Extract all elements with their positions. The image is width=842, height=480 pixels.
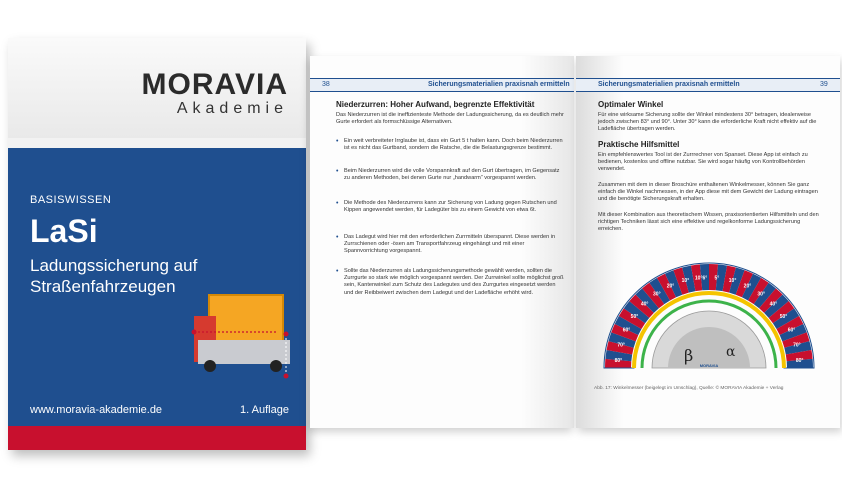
cover-title: LaSi bbox=[30, 213, 98, 249]
protractor-label: 10°6° bbox=[694, 275, 708, 282]
list-item: • Beim Niederzurren wird die volle Vorspannkraft auf den Gurt übertragen, im Gegensatz zu anderen Methoden, bei denen Gurte nur „handwarm“ vorgespannt werden. bbox=[336, 168, 560, 182]
bullet-icon: • bbox=[336, 234, 339, 241]
bullet-icon: • bbox=[336, 268, 339, 275]
protractor-label: 20° bbox=[666, 283, 675, 290]
protractor-label: 60° bbox=[622, 327, 631, 334]
lashing-lines-icon bbox=[186, 284, 296, 384]
protractor-label: 30° bbox=[653, 291, 661, 298]
cover-brand bbox=[142, 68, 288, 118]
protractor-label: 50° bbox=[630, 313, 639, 320]
list-item: • Sollte das Niederzurren als Ladungssicherungsmethode gewählt werden, sollten die Zurrgurte so stark wie möglich vorgespannt werden. Der Zurrwinkel sollte möglichst groß sein, Kantenwinkel zum Schutz des Ladegutes und des Zurrgurtes eingesetzt werden und der Reibbeiwert zwischen dem Ladegut und der Ladefläche erhöht wird. bbox=[336, 268, 564, 296]
cover-subtitle: Ladungssicherung auf Straßenfahrzeugen bbox=[30, 256, 198, 296]
protractor-label: 5° bbox=[714, 275, 720, 282]
protractor-label: 30° bbox=[757, 291, 765, 298]
beta-label: β bbox=[684, 346, 694, 365]
protractor-label: 10° bbox=[728, 278, 737, 285]
right-header-title: Sicherungsmaterialien praxisnah ermitteln bbox=[598, 81, 740, 88]
list-item: • Ein weit verbreiteter Irrglaube ist, dass ein Gurt 5 t halten kann. Doch beim Niederzurren ist es nicht das Gurtband, sondern die Ratsche, die die Belastungsgrenze bestimmt. bbox=[336, 138, 563, 152]
left-page-header bbox=[310, 78, 574, 92]
protractor-brand: MORAVIA bbox=[699, 363, 719, 368]
brand-sub: Akademie bbox=[176, 100, 288, 117]
cover-series: BASISWISSEN bbox=[30, 194, 112, 206]
bullet-icon: • bbox=[336, 138, 339, 145]
cover-edition: 1. Auflage bbox=[240, 404, 289, 416]
right-page-header bbox=[576, 78, 840, 92]
protractor-label: 40° bbox=[640, 301, 649, 308]
left-intro: Das Niederzurren ist die ineffizienteste Methode der Ladungssicherung, da es deutlich mehr Gurte erfordert als formschlüssige Alternativen. bbox=[336, 112, 564, 126]
brand-name: MORAVIA bbox=[141, 68, 288, 101]
right-heading-1: Optimaler Winkel bbox=[598, 100, 664, 109]
right-para-1: Für eine wirksame Sicherung sollte der Winkel mindestens 30° betragen, idealerweise jedoch zwischen 83° und 90°. Unter 30° kann die erforderliche Kraft nicht effektiv auf die Ladefläche übertragen werden. bbox=[598, 112, 817, 133]
cover-url: www.moravia-akademie.de bbox=[30, 404, 163, 416]
book-cover bbox=[8, 38, 306, 450]
protractor-label: 10° bbox=[681, 278, 690, 285]
right-para-2: Ein empfehlenswertes Tool ist der Zurrrechner von Spanset. Diese App ist einfach zu bedienen, kostenlos und offline nutzbar. Sie wird sogar häufig von Kontrollbehörden verwendet. bbox=[598, 152, 808, 173]
left-heading: Niederzurren: Hoher Aufwand, begrenzte Effektivität bbox=[336, 100, 535, 109]
cover-red-band bbox=[8, 426, 306, 450]
protractor-label: 70° bbox=[793, 342, 801, 349]
protractor-label: 60° bbox=[787, 327, 796, 334]
protractor-figure bbox=[598, 256, 820, 376]
list-item: • Die Methode des Niederzurrens kann zur Sicherung von Ladung gegen Rutschen und Kippen angewendet werden, für Ladegüter bis zu einem Gewicht von etwa 6t. bbox=[336, 200, 557, 214]
left-page-number: 38 bbox=[322, 81, 330, 88]
figure-caption: Abb. 17: Winkelmesser (beigelegt im Umschlag), Quelle: © MORAVIA Akademie + Verlag bbox=[594, 386, 784, 391]
right-para-3: Zusammen mit dem in dieser Broschüre enthaltenen Winkelmesser, können Sie ganz einfach die Winkel nachmessen, in der App diese mit dem Gewicht der Ladung eintragen und die benötigte Sicherungskraft erhalten. bbox=[598, 182, 818, 203]
protractor-label: 80° bbox=[795, 358, 804, 365]
list-item: • Das Ladegut wird hier mit den erforderlichen Zurrmitteln überspannt. Diese werden in Zurrschienen oder -ösen am Transportfahrzeug eingehängt und mit einer Spannvorrichtung vorgespannt. bbox=[336, 234, 556, 255]
bullet-icon: • bbox=[336, 200, 339, 207]
alpha-label: α bbox=[726, 344, 736, 360]
right-heading-2: Praktische Hilfsmittel bbox=[598, 140, 680, 149]
right-para-4: Mit dieser Kombination aus theoretischem Wissen, praxisorientierten Hilfsmitteln und den richtigen Techniken lässt sich eine effektive und regelkonforme Ladungssicherung erreichen. bbox=[598, 212, 819, 233]
left-header-title: Sicherungsmaterialien praxisnah ermitteln bbox=[428, 81, 570, 88]
open-book bbox=[310, 56, 840, 428]
right-page bbox=[576, 56, 840, 428]
protractor-label: 50° bbox=[779, 313, 788, 320]
bullet-icon: • bbox=[336, 168, 339, 175]
protractor-label: 70° bbox=[617, 342, 625, 349]
left-page bbox=[310, 56, 574, 428]
protractor-label: 40° bbox=[769, 301, 778, 308]
right-page-number: 39 bbox=[820, 81, 828, 88]
protractor-label: 80° bbox=[614, 358, 623, 365]
protractor-label: 20° bbox=[743, 283, 752, 290]
